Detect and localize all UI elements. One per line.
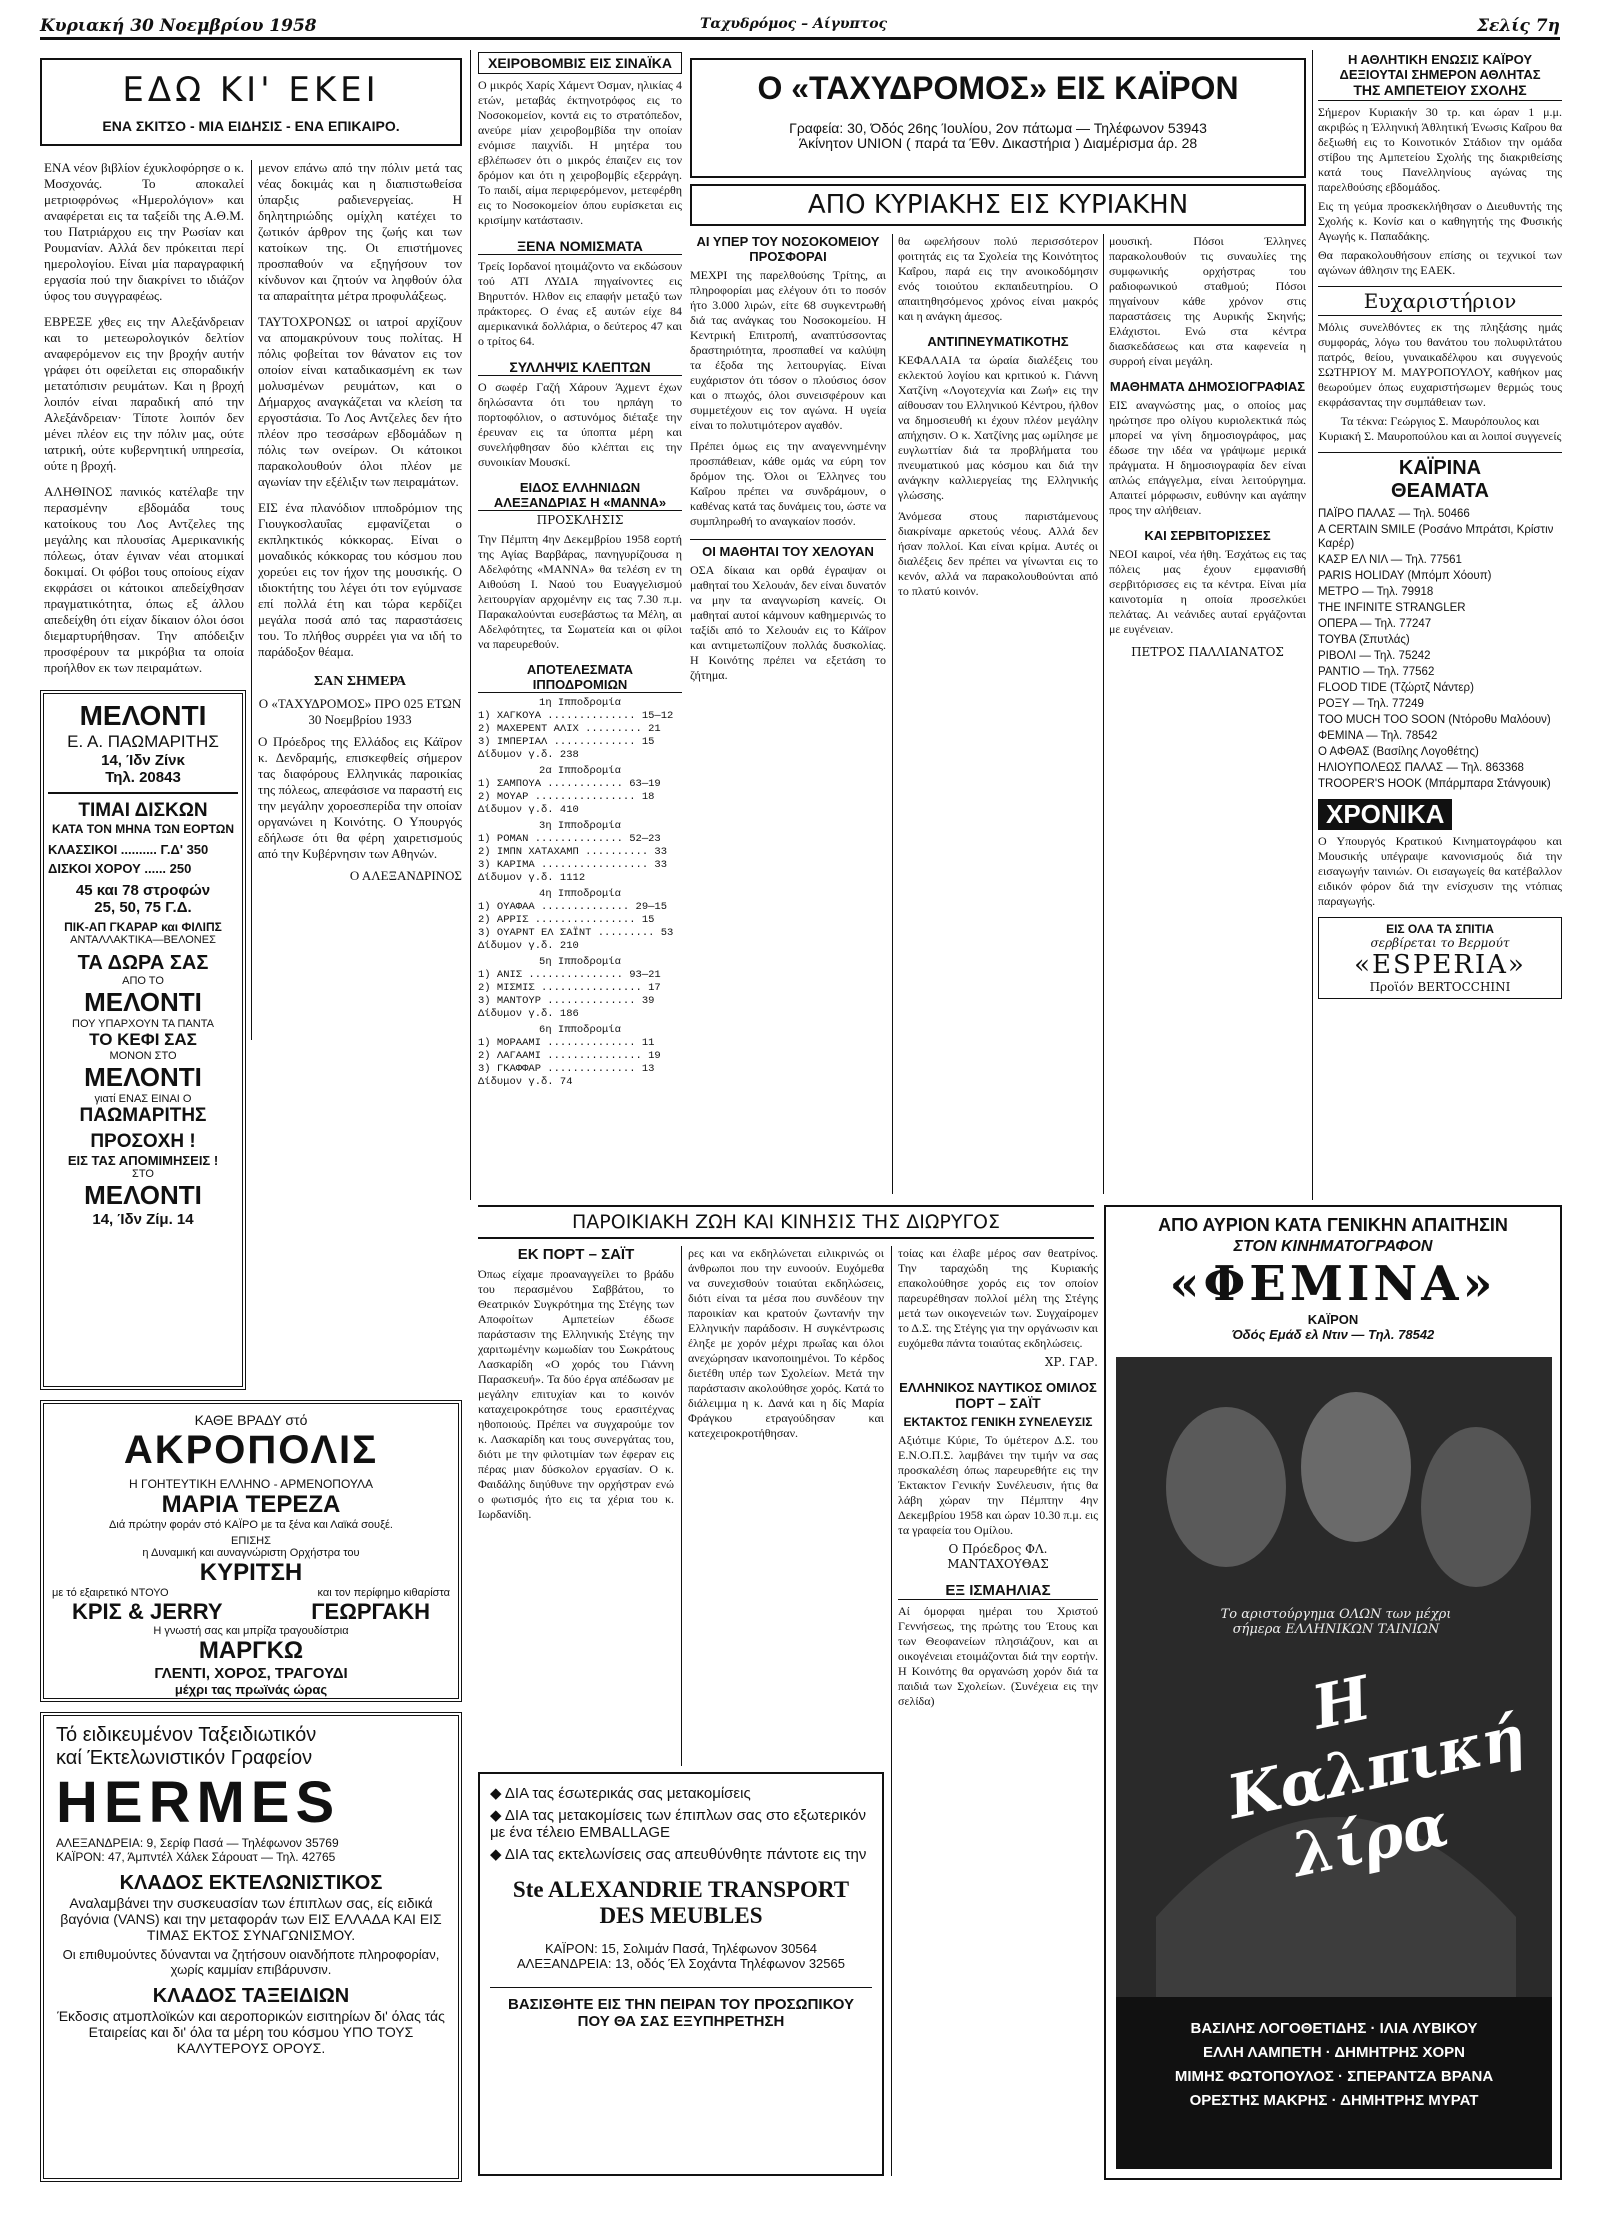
kyr-heading-5: ΚΑΙ ΣΕΡΒΙΤΟΡΙΣΣΕΣ bbox=[1144, 528, 1271, 543]
kyr-heading-2: ΟΙ ΜΑΘΗΤΑΙ ΤΟΥ ΧΕΛΟΥΑΝ bbox=[690, 539, 886, 559]
race-heading: 3η Ιπποδρομία bbox=[539, 820, 621, 832]
kyr-text-1: ΜΕΧΡΙ της παρελθούσης Τρίτης, αι πληροφορίαι μας ελέγουν ότι το ποσόν ήτο 3.000 λιρών, είτε 68 συγκεντρωθή διά τας ανάγκας του Νοσοκομείου. Η Κεντρική Επιτροπή, αναπτύσσοντας δραστηριότητα, προσπαθεί να καλύψη τα έξοδα της λειτουργίας. Είναι ευχάριστον ότι τόσον ο πλούσιος όσον και ο πτωχός, όλοι συνεισφέρουν και συμμετέχουν εις τον αγώνα. Η υγεία είναι το πολυτιμότερον αγαθόν. bbox=[690, 268, 886, 432]
melonti-parts: ΑΝΤΑΛΛΑΚΤΙΚΑ—ΒΕΛΟΝΕΣ bbox=[70, 934, 216, 946]
melonti-address: 14, Ίδν Ζίνκ bbox=[101, 752, 185, 769]
col2-text-1: Ο μικρός Χαρίς Χάμεντ Όσμαν, ηλικίας 4 ετών, μεταβάς έκτηνοτρόφος εις το Νοσοκομείον, κοντά εις το στρατόπεδον, ανεύρε μίαν χειροβομβίδα την οποίαν ενόμισε παιχνίδι. Η μητέρα του εβλέπωσεν ότι ο μικρός έπαιζεν εις τον δρόμον και ότι η χειροβομβίς εξερράγη. Το παιδί, αίμα περιφερόμενον, μετεφέρθη εις το Νοσοκομείον όπου ευρίσκεται εις κρισίμην κατάστασιν. bbox=[478, 78, 682, 227]
femina-name: «ΦΕΜΙΝΑ» bbox=[1169, 1256, 1497, 1312]
right-column bbox=[1318, 52, 1562, 1202]
col2-left-rule bbox=[470, 50, 471, 1200]
kyr-rule-2 bbox=[1103, 234, 1104, 1194]
melonti-ad bbox=[40, 690, 246, 1390]
akropolis-line-3: Διά πρώτην φοράν στό ΚΑΪΡΟ με τα ξένα και Λαϊκά σουξέ. bbox=[109, 1519, 393, 1531]
thanks-signature: Τα τέκνα: Γεώργιος Σ. Μαυρόπουλος και Κυριακή Σ. Μαυροπούλου και αι λοιποί συγγενείς bbox=[1318, 414, 1562, 443]
melonti-dance: ΔΙΣΚΟΙ ΧΟΡΟΥ ...... 250 bbox=[48, 861, 192, 876]
col2-text-4: Την Πέμπτη 4ην Δεκεμβρίου 1958 εορτή της Αγίας Βαρβάρας, πανηγυρίζουσα η Αδελφότης «ΜΑΝΝΑ» θα τελέση εν τη Αιθούση Ι. Ναού του Ευαγγελισμού λειτουργίαν αρχομένην εις τας 7.30 π.μ. Παρακαλούνται ευσεβάστως τα Μέλη, αι Αδελφότητες, τα Σωματεία και οι φίλοι να παρευρεθούν. bbox=[478, 532, 682, 651]
race-result-row: Δίδυμον γ.δ. 1112 bbox=[478, 872, 586, 884]
film-blurb: Το αριστούργημα ΟΛΩΝ των μέχρι σήμερα ΕΛΛΗΝΙΚΩΝ ΤΑΙΝΙΩΝ bbox=[1220, 1607, 1452, 1637]
hermes-cairo: ΚΑΪΡΟΝ: 47, Άμπντέλ Χάλεκ Σάρουατ — Τηλ. 42765 bbox=[56, 1850, 336, 1864]
race-result-row: Δίδυμον γ.δ. 410 bbox=[478, 804, 579, 816]
akropolis-line-4: ΕΠΙΣΗΣ bbox=[231, 1535, 271, 1547]
melonti-gifts: ΤΑ ΔΩΡΑ ΣΑΣ bbox=[77, 952, 209, 974]
hermes-customs-title: ΚΛΑΔΟΣ ΕΚΤΕΛΩΝΙΣΤΙΚΟΣ bbox=[119, 1872, 383, 1894]
paroikia-signature-1: ΧΡ. ΓΑΡ. bbox=[1044, 1355, 1098, 1369]
right-col-rule bbox=[1312, 50, 1313, 1200]
race-result-row: Δίδυμον γ.δ. 238 bbox=[478, 749, 579, 761]
right-heading-1: Η ΑΘΛΗΤΙΚΗ ΕΝΩΣΙΣ ΚΑΪΡΟΥ bbox=[1347, 52, 1533, 67]
paroikia-col-c bbox=[898, 1246, 1098, 2176]
esperia-name: «ESPERIA» bbox=[1354, 950, 1526, 980]
right-heading-1c: ΤΗΣ ΑΜΠΕΤΕΙΟΥ ΣΧΟΛΗΣ bbox=[1318, 82, 1562, 101]
race-result-row: 3) ΜΑΝΤΟΥΡ .............. 39 bbox=[478, 995, 655, 1007]
san-simera-sub: Ο «ΤΑΧΥΔΡΟΜΟΣ» ΠΡΟ 025 ΕΤΩΝ bbox=[258, 696, 462, 711]
melonti-orders: ΕΙΣ ΤΑΣ ΑΠΟΜΙΜΗΣΕΙΣ ! bbox=[67, 1153, 219, 1168]
race-result-row: 2) ΑΡΡΙΣ ................ 15 bbox=[478, 914, 655, 926]
race-heading: 1η Ιπποδρομία bbox=[539, 697, 621, 709]
hermes-ad bbox=[40, 1712, 462, 2182]
race-result-row: 1) ΜΟΡΑΑΜΙ .............. 11 bbox=[478, 1037, 655, 1049]
kyriakis-title: ΑΠΟ ΚΥΡΙΑΚΗΣ ΕΙΣ ΚΥΡΙΑΚΗΝ bbox=[690, 184, 1306, 226]
race-heading: 6η Ιπποδρομία bbox=[539, 1024, 621, 1036]
right-text-3: Θα παρακολουθήσουν επίσης οι τεχνικοί των αγώνων άθλησιν της ΕΑΕΚ. bbox=[1318, 248, 1562, 277]
race-result-row: 1) ΑΝΙΣ ............... 93—21 bbox=[478, 969, 661, 981]
edo-subtitle: ΕΝΑ ΣΚΙΤΣΟ - ΜΙΑ ΕΙΔΗΣΙΣ - ΕΝΑ ΕΠΙΚΑΙΡΟ. bbox=[102, 118, 400, 134]
akropolis-line-10: ΜΑΡΓΚΩ bbox=[198, 1637, 304, 1664]
edo-p5: ΤΑΥΤΟΧΡΟΝΩΣ οι ιατροί αρχίζουν να απομακρύνουν τους πολίτας. Η πόλις φοβείται τον θάνατον εις τον οποίον είναι καταδικασμένη εκ των μολυσμένων ρευμάτων, και ο Δήμαρχος αναγκάζεται να κλείση τα εργοστάσια. Το Λος Αντζελες δεν ήτο πλέον προ τεσσάρων εβδομάδων η πόλις των ονείρων. Οι κάτοικοι παρακολουθούν όλοι πλέον με αγωνίαν την εξέλιξιν των πειραμάτων. bbox=[258, 314, 462, 489]
xronika-box bbox=[1318, 799, 1562, 830]
alex-line-3: ◆ ΔΙΑ τας εκτελωνίσεις σας απευθύνθητε πάντοτε εις την bbox=[490, 1846, 867, 1863]
col2-heading-2: ΞΕΝΑ ΝΟΜΙΣΜΑΤΑ bbox=[478, 238, 682, 255]
cast-line-1: ΒΑΣΙΛΗΣ ΛΟΓΟΘΕΤΙΔΗΣ · ΙΛΙΑ ΛΥΒΙΚΟΥ bbox=[1190, 2020, 1478, 2037]
race-result-row: 2) ΛΑΓΑΑΜΙ ............... 19 bbox=[478, 1050, 661, 1062]
race-result-row: Δίδυμον γ.δ. 74 bbox=[478, 1076, 573, 1088]
kyr-text-2: ΟΣΑ δίκαια και ορθά έγραψαν οι μαθηταί του Χελουάν, δεν είναι δυνατόν να μην τα αναγνωρίση κανείς. Οι μαθηταί αυτοί κάμνουν καθημερινώς το ταξίδι από το Χελουάν εις το Κάϊρον και αντιμετωπίζουν πολλάς δυσκολίας. Η Κοινότης πρέπει να εξετάση το ζήτημα. bbox=[690, 563, 886, 682]
race-result-row: 1) ΟΥΑΦΑΑ .............. 29—15 bbox=[478, 901, 668, 913]
race-heading: 4η Ιπποδρομία bbox=[539, 888, 621, 900]
hermes-customs-text: Αναλαμβάνει την συσκευασίαν των έπιπλων σας, είς ειδικά βαγόνια (VANS) και την μεταφοράν των ΕΙΣ ΕΛΛΑΔΑ ΚΑΙ ΕΙΣ ΤΙΜΑΣ ΕΚΤΟΣ ΣΥΝΑΓΩΝΙΣΜΟΥ. bbox=[60, 1895, 442, 1943]
kyr-text-4b: Άνόμεσα στους παριστάμενους διακρίναμε αρκετούς νέους. Αλλά δεν ήσαν πολλοί. Και είναι κρίμα. Αυτές οι διαλέξεις δεν πρέπει να γίνωνται εις το κενόν, αλλά να παρακολουθούνται από το πλατύ κοινόν. bbox=[898, 509, 1098, 598]
edo-column-rule bbox=[251, 160, 252, 1040]
taxydromos-title: Ο «ΤΑΧΥΔΡΟΜΟΣ» ΕΙΣ ΚΑΪΡΟΝ bbox=[757, 70, 1239, 106]
paroikia-text-1: Όπως είχαμε προαναγγείλει το βράδυ του περασμένου Σαββάτου, το Θεατρικόν Συγκρότημα της Στέγης των Αποφοίτων Αμπετείων έδωσε παράστασιν της Ελληνικής Στέγης την χαριτωμένην κωμωδίαν του Σωκράτους Λασκαρίδη «Ο χορός του Γιάννη Παρασκευή». Τα δύο έργα απέδωσαν με μεγάλην επιτυχίαν και το κοινόν καταχειροκρότησε τους ερασιτέχνας ηθοποιούς. Πρέπει να συγχαρούμε τον κ. Λασκαρίδη και τους συνεργάτας του, διότι με την φιλοτιμίαν των έφεραν εις πέρας μιαν δύσκολον εργασίαν. Ο κ. Φαιδάλης διηύθυνε την ορχήστραν ενώ ο φωτισμός ήτο εις τα χέρια του κ. Ιωρδανίδη. bbox=[478, 1267, 674, 1521]
cinema-entry: A CERTAIN SMILE (Ροσάνο Μπράτσι, Κρίστιν Καρέρ) bbox=[1318, 524, 1554, 550]
race-result-row: 1) ΧΑΓΚΟΥΑ .............. 15—12 bbox=[478, 710, 674, 722]
melonti-attn: ΠΡΟΣΟΧΗ ! bbox=[90, 1131, 196, 1152]
edo-p3: ΑΛΗΘΙΝΟΣ πανικός κατέλαβε την περασμένην εβδομάδα τους κατοίκους του Λος Αντζελες της μεγάλης και πλουσίας Αμερικανικής πόλεως, όταν έγιναν νέαι ατομικαί δοκιμαί. Οι φόβοι τους οποίους είχαν εκφράσει οι κάτοικοι απεδείχθησαν πραγματικότητα, όπως εξ άλλου απεδείχθη ότι είχαν δίκαιον όλοι όσοι διεμαρτυρήθησαν. Την απόδειξιν προσφέρουν τα μικρόβια τα οποία προήλθον εκ των πειραμάτων. bbox=[44, 484, 244, 675]
film-poster bbox=[1116, 1357, 1552, 2169]
alex-line-1: ◆ ΔΙΑ τας έσωτερικάς σας μετακομίσεις bbox=[490, 1785, 751, 1802]
cast-line-2: ΕΛΛΗ ΛΑΜΠΕΤΗ · ΔΗΜΗΤΡΗΣ ΧΟΡΝ bbox=[1202, 2044, 1466, 2061]
race-result-row: 1) ΡΟΜΑΝ .............. 52—23 bbox=[478, 833, 661, 845]
paroikia-signature-2: Ο Πρόεδρος ΦΛ. ΜΑΝΤΑΧΟΥΘΑΣ bbox=[947, 1542, 1049, 1571]
cinema-entry: ΡΑΝΤΙΟ — Τηλ. 77562 bbox=[1318, 666, 1435, 678]
xronika-title: ΧΡΟΝΙΚΑ bbox=[1318, 799, 1452, 830]
femina-line-1: ΑΠΟ ΑΥΡΙΟΝ ΚΑΤΑ ΓΕΝΙΚΗΝ ΑΠΑΙΤΗΣΙΝ bbox=[1158, 1215, 1508, 1235]
col2-heading-1: ΧΕΙΡΟΒΟΜΒΙΣ ΕΙΣ ΣΙΝΑΪΚΑ bbox=[478, 52, 682, 74]
paroikia-text-3: τοίας και έλαβε μέρος σαν θεατρίνος. Την ταραχώδη της Κυριακής επακολούθησε χορός εις τον οποίον παρευρέθησαν πολλοί μέλη της Στέγης μετά των οικογενειών των. Συγχαίρομεν το Δ.Σ. της Στέγης για την οργάνωσιν και ευχόμεθα πάντα τοιαύτας εκδηλώσεις. bbox=[898, 1246, 1098, 1350]
akropolis-line-1: Η ΓΟΗΤΕΥΤΙΚΗ ΕΛΛΗΝΟ - ΑΡΜΕΝΟΠΟΥΛΑ bbox=[128, 1477, 374, 1491]
melonti-from: ΑΠΟ ΤΟ bbox=[122, 975, 164, 987]
xronika-text: Ο Υπουργός Κρατικού Κινηματογράφου και Μουσικής υπέγραψε κανονισμούς διά την εισαγωγήν ταινιών. Οι εισαγωγείς θα κατέβαλλον ειδικόν φόρον διά την ενίσχυσιν της ντόπιας παραγωγής. bbox=[1318, 834, 1562, 908]
melonti-why: γιατί ΕΝΑΣ ΕΙΝΑΙ Ο bbox=[94, 1093, 192, 1105]
edo-p2: ΕΒΡΕΞΕ χθες εις την Αλεξάνδρειαν και το μετεωρολογικόν δελτίον αναφερόμενον εις την βροχήν αυτήν γράφει ότι οφείλεται εις σποραδικήν μετατόπισιν ρευμάτων. Και η βροχή λοιπόν είναι παραδική από την Αλεξάνδρειαν· Τίποτε λοιπόν δεν μένει πλέον εις την πόλιν μας, ούτε ιατρική, ούτε κυβερνητική υπηρεσία, ούτε η βροχή. bbox=[44, 314, 244, 473]
right-text-2: Εις τη γεύμα προσκεκλήθησαν ο Διευθυντής της Σχολής κ. Κονίσ και ο καθηγητής της Φυσικής Αγωγής κ. Παπαδάκης. bbox=[1318, 199, 1562, 243]
col2-heading-3: ΣΥΛΛΗΨΙΣ ΚΛΕΠΤΩΝ bbox=[478, 359, 682, 376]
right-text-1: Σήμερον Κυριακήν 30 τρ. και ώραν 1 μ.μ. ακριβώς η Έλληνική Άθλητική Ένωσις Καΐρου θα δεξιωθή εις το Κοινοτικόν Στάδιον την ομάδα στίβου της Αμπετείου Σχολής της διακριθείσης κατά τους Πανελληνίους αγώνας της παρελθούσης εβδομάδος. bbox=[1318, 105, 1562, 194]
esperia-box bbox=[1318, 917, 1562, 999]
alex-slogan: ΒΑΣΙΣΘΗΤΕ ΕΙΣ ΤΗΝ ΠΕΙΡΑΝ ΤΟΥ ΠΡΟΣΩΠΙΚΟΥ ΠΟΥ ΘΑ ΣΑΣ ΕΞΥΠΗΡΕΤΗΣΗ bbox=[490, 1987, 872, 2030]
esperia-line-c: Προϊόν BERTOCCHINI bbox=[1369, 980, 1511, 994]
edo-signature: Ο ΑΛΕΞΑΝΔΡΙΝΟΣ bbox=[349, 868, 462, 883]
right-heading-1b: ΔΕΞΙΟΥΤΑΙ ΣΗΜΕΡΟΝ ΑΘΛΗΤΑΣ bbox=[1339, 67, 1541, 82]
alexandrie-transport-ad bbox=[478, 1772, 884, 2176]
cinema-entry: Ο ΑΦΘΑΣ (Βασίλης Λογοθέτης) bbox=[1318, 746, 1479, 758]
cast-line-4: ΟΡΕΣΤΗΣ ΜΑΚΡΗΣ · ΔΗΜΗΤΡΗΣ ΜΥΡΑΤ bbox=[1189, 2092, 1479, 2109]
race-heading: 2α Ιπποδρομία bbox=[539, 765, 621, 777]
race-result-row: 3) ΙΜΠΕΡΙΑΛ ............. 15 bbox=[478, 736, 655, 748]
melonti-tel: Τηλ. 20843 bbox=[105, 769, 181, 786]
kyr-text-4: ΚΕΦΑΛΑΙΑ τα ώραία διαλέξεις του εκλεκτού λογίου και κριτικού κ. Γιάννη Χατζίνη «Λογοτεχνία και Ζωή» εις την αίθουσαν του Ελληνικού Κέντρου, ήλθον να δημοσιευθή κι έχουν πλέον μεγάλην απήχησιν. Ο κ. Χατζίνης μας ωμίλησε με ευγλωττίαν διά τα προβλήματα του πνευματικού μας κόσμου και διά την ανάγκην καλλιεργείας της Ελληνικής γλώσσης. bbox=[898, 353, 1098, 502]
kyriakis-col-a bbox=[690, 234, 886, 1194]
races-heading: ΑΠΟΤΕΛΕΣΜΑΤΑ ΙΠΠΟΔΡΟΜΙΩΝ bbox=[478, 662, 682, 693]
header-center: Ταχυδρόμος – Αίγυπτος bbox=[700, 16, 888, 32]
femina-address: Όδός Εμάδ ελ Ντιν — Τηλ. 78542 bbox=[1231, 1327, 1435, 1342]
kyr-text-1b: Πρέπει όμως εις την αναγεννημένην προσπάθειαν, κάθε ομάς να εύρη τον δρόμον της. Όλοι οι Έλληνες του Καΐρου πρέπει να συνδράμουν, ο καθένας κατά τας δυνάμεις του, ώστε να συμπληρωθή το αναγκαίον ποσόν. bbox=[690, 439, 886, 528]
akropolis-line-2: ΜΑΡΙΑ ΤΕΡΕΖΑ bbox=[161, 1491, 341, 1518]
taxydromos-building: Άκίνητον UNION ( παρά τα Έθν. Δικαστήρια ) Διαμέρισμα άρ. 28 bbox=[798, 135, 1198, 151]
alex-name-2: DES MEUBLES bbox=[599, 1903, 763, 1928]
edo-p1: ΕΝΑ νέον βιβλίον έχυκλοφόρησε ο κ. Μοσχονάς. Το αποκαλεί μετριοφρόνως «Ημερολόγιον» και αναφέρεται εις τα ταξείδι της Α.Θ.Μ. του Πατριάρχου εις την Ρωσίαν και Ρουμανίαν. Αλλά δεν πρόκειται περί ημερολογίου. Είναι μία παραγραφική εργασία πού την διακρίνει το ιδιάζον ύφος του συγγραφέως. bbox=[44, 160, 244, 303]
taxydromos-banner bbox=[690, 58, 1306, 178]
akropolis-name: ΑΚΡΟΠΟΛΙΣ bbox=[123, 1428, 379, 1472]
paroikia-heading-2b: ΠΟΡΤ – ΣΑΪΤ bbox=[955, 1395, 1041, 1411]
race-heading: 5η Ιπποδρομία bbox=[539, 956, 621, 968]
theamata-title: ΘΕΑΜΑΤΑ bbox=[1391, 480, 1489, 502]
hermes-alexandria: ΑΛΕΞΑΝΔΡΕΙΑ: 9, Σερίφ Πασά — Τηλέφωνον 35769 bbox=[56, 1836, 339, 1850]
melonti-speeds2: 25, 50, 75 Γ.Δ. bbox=[94, 899, 192, 916]
edo-col2-text bbox=[258, 160, 462, 1180]
paroikia-col-b bbox=[688, 1246, 884, 1766]
col2-heading-4b: ΠΡΟΣΚΛΗΣΙΣ bbox=[536, 513, 624, 527]
paroikia-heading-1: ΕΚ ΠΟΡΤ – ΣΑΪΤ bbox=[517, 1246, 635, 1263]
san-simera-date: 30 Νοεμβρίου 1933 bbox=[308, 712, 412, 727]
cast-line-3: ΜΙΜΗΣ ΦΩΤΟΠΟΥΛΟΣ · ΣΠΕΡΑΝΤΖΑ ΒΡΑΝΑ bbox=[1174, 2068, 1494, 2085]
paroikia-text-2: ρες και να εκδηλώνεται ειλικρινώς οι άνθρωποι που την ευνοούν. Ευχόμεθα να συνεχισθούν τοιαύται εκδηλώσεις, διότι είναι τα μέσα που συνδέουν την παροικίαν και κρατούν ζωντανήν την Ελληνικήν παράδοσιν. Η συγκέντρωσις έληξε με χορόν μέχρι πρωΐας και όλοι ανεχώρησαν ικανοποιημένοι. Το κέρδος διετέθη υπέρ των Σχολείων. Μετά την παράστασιν ακολούθησε χορός. Κατά το διάλειμμα η κ. Δανά και η δίς Μαρία Φράγκου ετραγούδησαν και κατεχειροκροτήθησαν. bbox=[688, 1246, 884, 1440]
akropolis-duo: ΚΡΙΣ & JERRY bbox=[72, 1599, 223, 1624]
akropolis-ad bbox=[40, 1400, 462, 1702]
san-simera-title: ΣΑΝ ΣΗΜΕΡΑ bbox=[313, 674, 407, 689]
kyr-heading-4: ΜΑΘΗΜΑΤΑ ΔΗΜΟΣΙΟΓΡΑΦΙΑΣ bbox=[1109, 379, 1306, 394]
kyr-text-7: ΝΕΟΙ καιροί, νέα ήθη. Έσχάτως εις τας πόλεις μας έχουν εμφανισθή σερβιτόρισσες εις τα κέντρα. Είναι μία καινοτομία η οποία προσελκύει πελάτας. Αι νεάνιδες αυταί εργάζονται με ευγένειαν. bbox=[1109, 547, 1306, 636]
femina-city: ΚΑΪΡΟΝ bbox=[1307, 1312, 1359, 1327]
cinema-entry: ΗΛΙΟΥΠΟΛΕΩΣ ΠΑΛΑΣ — Τηλ. 863368 bbox=[1318, 762, 1524, 774]
melonti-classic: ΚΛΑΣΣΙΚΟΙ .......... Γ.Δ' 350 bbox=[48, 842, 209, 857]
race-result-row: 3) ΟΥΑΡΝΤ ΕΛ ΣΑΪΝΤ ......... 53 bbox=[478, 927, 674, 939]
melonti-title: ΜΕΛΟΝΤΙ bbox=[79, 700, 207, 731]
cinema-entry: TROOPER'S HOOK (Μπάρμπαρα Στάνγουικ) bbox=[1318, 778, 1551, 790]
cinema-entry: ΜΕΤΡΟ — Τηλ. 79918 bbox=[1318, 586, 1434, 598]
hermes-line-1: Τό ειδικευμένον Ταξειδιωτικόν bbox=[56, 1724, 317, 1746]
race-result-row: 3) ΚΑΡΙΜΑ ................. 33 bbox=[478, 859, 668, 871]
race-result-row: 3) ΓΚΑΦΦΑΡ .............. 13 bbox=[478, 1063, 655, 1075]
akropolis-line-5: η Δυναμική και αυναγνώριστη Ορχήστρα του bbox=[142, 1547, 360, 1559]
col2-heading-4: ΕΙΔΟΣ ΕΛΛΗΝΙΔΩΝ ΑΛΕΞΑΝΔΡΙΑΣ Η «ΜΑΝΝΑ» bbox=[478, 480, 682, 511]
melonti-venue: Ε. Α. ΠΑΩΜΑΡΙΤΗΣ bbox=[67, 732, 219, 751]
col2-news bbox=[478, 52, 682, 1202]
race-result-row: 2) ΜΟΥΑΡ ................ 18 bbox=[478, 791, 655, 803]
melonti-only: ΜΟΝΟΝ ΣΤΟ bbox=[109, 1050, 177, 1062]
hermes-info: Οι επιθυμούντες δύνανται να ζητήσουν οιανδήποτε πληροφορίαν, χωρίς καμμίαν επιβάρυνσιν. bbox=[62, 1947, 440, 1977]
cinema-entry: ΤΟΥΒΑ (Σπυτλάς) bbox=[1318, 634, 1410, 646]
header-page-number: Σελίς 7η bbox=[1477, 16, 1560, 36]
femina-ad bbox=[1104, 1205, 1562, 2180]
akropolis-guitarist: ΓΕΩΡΓΑΚΗ bbox=[311, 1599, 430, 1624]
paroikia-text-5: Αί όμορφαι ημέραι του Χριστού Γεννήσεως, της πρώτης του Έτους και των Θεοφανείων πλησιάζουν, και αι οικογένειαι ετοιμάζονται διά την εορτήν. Η Κοινότης θα οργανώση χορόν διά τα παιδιά των Σχολείων. (Συνέχεια εις την σελίδα) bbox=[898, 1604, 1098, 1708]
kyr-heading-3: ΑΝΤΙΠΝΕΥΜΑΤΙΚΟΤΗΣ bbox=[927, 334, 1069, 349]
kyr-text-6: ΕΙΣ αναγνώστης μας, ο οποίος μας ηρώτησε προ ολίγου κυριολεκτικά πώς μπορεί να γίνη δημοσιογράφος, μας έδωσε την ιδέα να γράψωμε μερικά πράγματα. Η δημοσιογραφία δεν είναι απλώς επάγγελμα, είναι λειτούργημα. Απαιτεί μόρφωσιν, ευθύνην και αγάπην προς την αλήθειαν. bbox=[1109, 398, 1306, 517]
akropolis-line-12: μέχρι τας πρωϊνάς ώρας bbox=[174, 1682, 328, 1697]
kairina-title: ΚΑΪΡΙΝΑ bbox=[1318, 452, 1562, 480]
film-cast bbox=[1116, 2017, 1552, 2113]
melonti-kefi: ΤΟ ΚΕΦΙ ΣΑΣ bbox=[89, 1030, 197, 1049]
cinema-entry: FLOOD TIDE (Τζώρτζ Νάντερ) bbox=[1318, 682, 1474, 694]
edo-p4: μενον επάνω από την πόλιν μετά τας νέας δοκιμάς και η διαπιστωθείσα ύπαρξις ραδιενεργείας. Η δηλητηριώδης ομίχλη κατέχει το ζωτικόν άρθρον της ζωής και των κατοίκων της. Οι επιστήμονες προσπαθούν να εξηγήσουν τον κίνδυνον και ζητούν να ληφθούν όλα τα απαραίτητα μέτρα προφυλάξεως. bbox=[258, 160, 462, 303]
taxydromos-address: Γραφεία: 30, Όδός 26ης Ίουλίου, 2ον πάτωμα — Τηλέφωνον 53943 bbox=[789, 120, 1207, 136]
hermes-travel-text: Έκδοσις ατμοπλοϊκών και αεροπορικών εισιτηρίων δι' όλας τάς Εταιρείας και δι' όλα τα μέρη του κόσμου ΥΠΟ ΤΟΥΣ ΚΑΛΥΤΕΡΟΥΣ ΟΡΟΥΣ. bbox=[57, 2008, 445, 2056]
thanks-heading: Ευχαριστήριον bbox=[1318, 286, 1562, 316]
kyr-rule-1 bbox=[892, 234, 893, 1194]
paroikia-text-4: Αξιότιμε Κύριε, Το ύμέτερον Δ.Σ. του Ε.Ν.Ο.Π.Σ. λαμβάνει την τιμήν να σας προσκαλέση όπως παρευρεθήτε εις την Έκτακτον Γενικήν Συνέλευσιν, ήτις θα λάβη χώραν την Πέμπτην 4ην Δεκεμβρίου 1958 και ώραν 10.30 π.μ. εις τα γραφεία του Ομίλου. bbox=[898, 1433, 1098, 1537]
melonti-paom: ΠΑΩΜΑΡΙΤΗΣ bbox=[79, 1105, 207, 1126]
akropolis-guitar-label: και τον περίφημο κιθαρίστα bbox=[317, 1587, 450, 1599]
melonti-address-2: 14, Ίδν Ζίμ. 14 bbox=[92, 1211, 194, 1228]
cinema-entry: ΡΟΞΥ — Τηλ. 77249 bbox=[1318, 698, 1424, 710]
femina-line-2: ΣΤΟΝ ΚΙΝΗΜΑΤΟΓΡΑΦΟΝ bbox=[1233, 1238, 1433, 1255]
melonti-discs2: ΚΑΤΑ ΤΟΝ ΜΗΝΑ ΤΩΝ ΕΟΡΤΩΝ bbox=[51, 822, 235, 836]
paroikia-heading-2: ΕΛΛΗΝΙΚΟΣ ΝΑΥΤΙΚΟΣ ΟΜΙΛΟΣ bbox=[899, 1380, 1097, 1395]
melonti-name-2: ΜΕΛΟΝΤΙ bbox=[84, 987, 202, 1017]
cinema-list bbox=[1318, 507, 1562, 791]
melonti-brands: ΠΙΚ-ΑΠ ΓΚΑΡΑΡ και ΦΙΛΙΠΣ bbox=[64, 920, 222, 934]
melonti-name-3: ΜΕΛΟΝΤΙ bbox=[84, 1062, 202, 1092]
kyr-text-5: μουσική. Πόσοι Έλληνες παρακολουθούν τις συναυλίες της συμφωνικής ορχήστρας του ραδιοφωνικού σταθμού; Πόσοι πηγαίνουν κάθε χρόνον στις παραστάσεις της Αυρικής Σκηνής; Ελάχιστοι. Ενώ στα κέντρα διασκεδάσεως και στα καφενεία η συρροή είναι μεγάλη. bbox=[1109, 234, 1306, 368]
col2-text-2: Τρείς Ιορδανοί ητοιμάζοντο να εκδώσουν τού ΑΤΙ ΛΥΔΙΑ πηγαίνοντες εις Βηρυττόν. Ηλθον εις επαφήν μεταξύ των πράκτορες. Ο ένας εξ αυτών είχε 84 αμερικανικά δολλάρια, ο δεύτερος 47 και ο τρίτος 64. bbox=[478, 259, 682, 348]
race-result-row: Δίδυμον γ.δ. 186 bbox=[478, 1008, 579, 1020]
esperia-line-b: σερβίρεται το Βερμούτ bbox=[1370, 936, 1510, 950]
paroikia-title: ΠΑΡΟΙΚΙΑΚΗ ΖΩΗ ΚΑΙ ΚΙΝΗΣΙΣ ΤΗΣ ΔΙΩΡΥΓΟΣ bbox=[478, 1205, 1094, 1239]
alex-name: Ste ALEXANDRIE TRANSPORT bbox=[512, 1877, 850, 1902]
kyr-signature: ΠΕΤΡΟΣ ΠΑΛΛΙΑΝΑΤΟΣ bbox=[1131, 645, 1284, 659]
akropolis-duo-label: με τό εξαιρετικό ΝΤΟΥΟ bbox=[52, 1587, 169, 1599]
paroikia-rule-2 bbox=[891, 1246, 892, 2176]
paroikia-col-a bbox=[478, 1246, 674, 1766]
paroikia-heading-2c: ΕΚΤΑΚΤΟΣ ΓΕΝΙΚΗ ΣΥΝΕΛΕΥΣΙΣ bbox=[903, 1415, 1093, 1429]
race-result-row: 2) ΜΑΧΕΡΕΝΤ ΑΛΙΧ ......... 21 bbox=[478, 723, 661, 735]
melonti-exist: ΠΟΥ ΥΠΑΡΧΟΥΝ ΤΑ ΠΑΝΤΑ bbox=[72, 1018, 214, 1030]
akropolis-line-6: ΚΥΡΙΤΣΗ bbox=[199, 1559, 303, 1586]
melonti-name-4: ΜΕΛΟΝΤΙ bbox=[84, 1180, 202, 1210]
race-result-row: 1) ΣΑΜΠΟΥΑ ............ 63—19 bbox=[478, 778, 661, 790]
akropolis-line-9: Η γνωστή σας και μπρίζα τραγουδίστρια bbox=[153, 1625, 349, 1637]
race-result-row: Δίδυμον γ.δ. 210 bbox=[478, 940, 579, 952]
edo-header-box bbox=[40, 58, 462, 146]
alex-line-2: ◆ ΔΙΑ τας μετακομίσεις των έπιπλων σας στο εξωτερικόν με ένα τέλειο EMBALLAGE bbox=[490, 1807, 867, 1841]
cinema-entry: TOO MUCH TOO SOON (Ντόροθυ Μαλόουν) bbox=[1318, 714, 1551, 726]
kyriakis-col-b bbox=[898, 234, 1098, 1194]
cinema-entry: ΡΙΒΟΛΙ — Τηλ. 75242 bbox=[1318, 650, 1431, 662]
hermes-travel-title: ΚΛΑΔΟΣ ΤΑΞΕΙΔΙΩΝ bbox=[152, 1985, 350, 2007]
thanks-text: Μόλις συνελθόντες εκ της πληξάσης ημάς συμφοράς, λόγω του θανάτου του πολυφιλτάτου πατρός, θείου, γυναικαδέλφου και συγγενούς ΣΩΤΗΡΙΟΥ Μ. ΜΑΥΡΟΠΟΥΛΟΥ, καθήκον μας θεωρούμεν όπως ευχαριστήσωμεν θερμώς τους εκφράσαντας την συμπάθειαν των. bbox=[1318, 320, 1562, 409]
akropolis-line-11: ΓΛΕΝΤΙ, ΧΟΡΟΣ, ΤΡΑΓΟΥΔΙ bbox=[154, 1665, 348, 1682]
film-title: Η Καλπική λίρα bbox=[1221, 1663, 1532, 1892]
cinema-entry: ΠΑΪΡΟ ΠΑΛΑΣ — Τηλ. 50466 bbox=[1318, 508, 1470, 520]
header-date: Κυριακή 30 Νοεμβρίου 1958 bbox=[40, 16, 317, 36]
paroikia-rule-1 bbox=[681, 1246, 682, 1766]
melonti-discs: ΤΙΜΑΙ ΔΙΣΚΩΝ bbox=[78, 800, 208, 821]
cinema-entry: ΦΕΜΙΝΑ — Τηλ. 78542 bbox=[1318, 730, 1438, 742]
esperia-line-a: ΕΙΣ ΟΛΑ ΤΑ ΣΠΙΤΙΑ bbox=[1386, 922, 1494, 936]
san-simera-text: Ο Πρόεδρος της Ελλάδος εις Κάϊρον κ. Δενδραμής, επισκεφθείς σήμερον τας διαφόρους Ελληνικάς παροικίας της πόλεως, απεφάσισε να παραστή εις την μεγάλην χοροεσπερίδα την οποίαν οργανώνει η Κοινότης. Ο Υπουργός εδήλωσε ότι θα φέρη χαιρετισμούς από την Κυβέρνησιν των Αθηνών. bbox=[258, 734, 462, 861]
alex-cairo: ΚΑΪΡΟΝ: 15, Σολιμάν Πασά, Τηλέφωνον 30564 bbox=[544, 1941, 818, 1956]
cinema-entry: ΚΑΣΡ ΕΛ ΝΙΛ — Τηλ. 77561 bbox=[1318, 554, 1462, 566]
race-result-row: 2) ΙΜΠΝ ΧΑΤΑΧΑΜΠ .......... 33 bbox=[478, 846, 668, 858]
kyr-text-3: θα ωφελήσουν πολύ περισσότερον φοιτητάς εις τα Σχολεία της Κοινότητος Καΐρου, παρά εις την ανοικοδόμησιν ενός τοιούτου εκπαιδευτηρίου. Ο απαιτηθησόμενος χρόνος είναι μακρός και η ανάγκη άμεσος. bbox=[898, 234, 1098, 323]
paroikia-heading-3: ΕΞ ΙΣΜΑΗΛΙΑΣ bbox=[898, 1582, 1098, 1600]
hermes-line-2: καί Έκτελωνιστικόν Γραφείον bbox=[56, 1747, 313, 1769]
races-list bbox=[478, 697, 682, 1089]
hermes-name: HERMES bbox=[56, 1770, 341, 1835]
melonti-sto: ΣΤΟ bbox=[132, 1168, 154, 1180]
kyriakis-col-c bbox=[1109, 234, 1306, 1194]
cinema-entry: ΟΠΕΡΑ — Τηλ. 77247 bbox=[1318, 618, 1432, 630]
melonti-speeds: 45 και 78 στροφών bbox=[75, 882, 211, 899]
akropolis-every: ΚΑΘΕ ΒΡΑΔΥ στό bbox=[194, 1412, 308, 1428]
edo-title: ΕΔΩ ΚΙ' ΕΚΕΙ bbox=[122, 70, 380, 110]
alex-alexandria: ΑΛΕΞΑΝΔΡΕΙΑ: 13, οδός Έλ Σοχάντα Τηλέφωνον 32565 bbox=[517, 1956, 845, 1971]
cinema-entry: THE INFINITE STRANGLER bbox=[1318, 602, 1466, 614]
race-result-row: 2) ΜΙΣΜΙΣ ................ 17 bbox=[478, 982, 661, 994]
cinema-entry: PARIS HOLIDAY (Μπόμπ Χόουπ) bbox=[1318, 570, 1492, 582]
edo-p6: ΕΙΣ ένα πλανόδιον ιπποδρόμιον της Γιουγκοσλαυΐας εμφανίζεται ο εκπληκτικός κόκκορας. Είναι ο μοναδικός κόκκορας του κόσμου που χορεύει εις τον ήχον της μουσικής. Ο ιδιοκτήτης του λέγει ότι τον εγύμνασε επί πολλά έτη και τώρα κερδίζει μεγάλα ποσά από τας παραστάσεις του. Το πλήθος συρρέει για να ιδή το παράδοξον θέαμα. bbox=[258, 500, 462, 659]
col2-text-3: Ο σωφέρ Γαζή Χάρουν Άχμεντ έχων δηλώσαντα ότι του ηρπάγη το πορτοφόλιον, ο αστυνόμος διέταξε την έρευναν εις τα ύποπτα μέρη και συνελήφθησαν δύο κλέπται εις την συνοικίαν Μουσκί. bbox=[478, 380, 682, 469]
kyr-heading-1: ΑΙ ΥΠΕΡ ΤΟΥ ΝΟΣΟΚΟΜΕΙΟΥ ΠΡΟΣΦΟΡΑΙ bbox=[696, 234, 880, 264]
page-header bbox=[40, 10, 1560, 40]
